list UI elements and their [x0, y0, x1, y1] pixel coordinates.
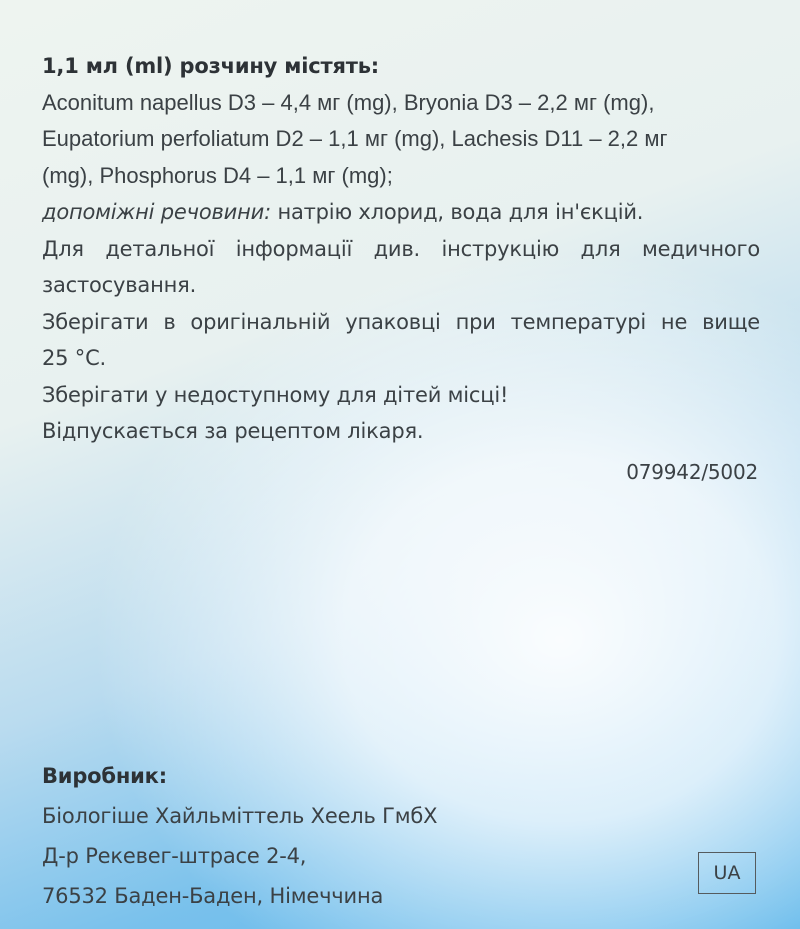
excipients-line [42, 194, 760, 231]
composition-line-3: (mg), Phosphorus D4 – 1,1 мг (mg); [42, 162, 393, 188]
prescription-note: Відпускається за рецептом лікаря. [42, 419, 424, 443]
excipients-label: допоміжні речовини: [42, 200, 271, 224]
registration-code: 079942/5002 [626, 459, 758, 484]
manufacturer-city: 76532 Баден-Баден, Німеччина [42, 884, 384, 908]
manufacturer-block [42, 756, 762, 916]
storage-line-2: 25 °С. [42, 346, 107, 370]
storage-line-1: Зберігати в оригінальній упаковці при температурі не вище [42, 309, 760, 334]
composition-line-1: Aconitum napellus D3 – 4,4 мг (mg), Bryonia D3 – 2,2 мг (mg), [42, 89, 655, 115]
manufacturer-heading: Виробник: [42, 764, 167, 788]
composition-heading: 1,1 мл (ml) розчину містять: [42, 54, 379, 78]
composition-line-2: Eupatorium perfoliatum D2 – 1,1 мг (mg), Lachesis D11 – 2,2 мг [42, 126, 668, 151]
package-text-block [42, 48, 760, 490]
detail-info-line-1: Для детальної інформації див. інструкцію для медичного [42, 236, 760, 261]
country-badge: UA [698, 852, 756, 894]
children-warning: Зберігати у недоступному для дітей місці! [42, 382, 509, 407]
excipients-text: натрію хлорид, вода для ін'єкцій. [270, 200, 644, 224]
detail-info-line-2: застосування. [42, 273, 197, 297]
manufacturer-street: Д-р Рекевег-штрасе 2-4, [42, 844, 307, 868]
manufacturer-name: Біологіше Хайльміттель Хеель ГмбХ [42, 804, 438, 828]
